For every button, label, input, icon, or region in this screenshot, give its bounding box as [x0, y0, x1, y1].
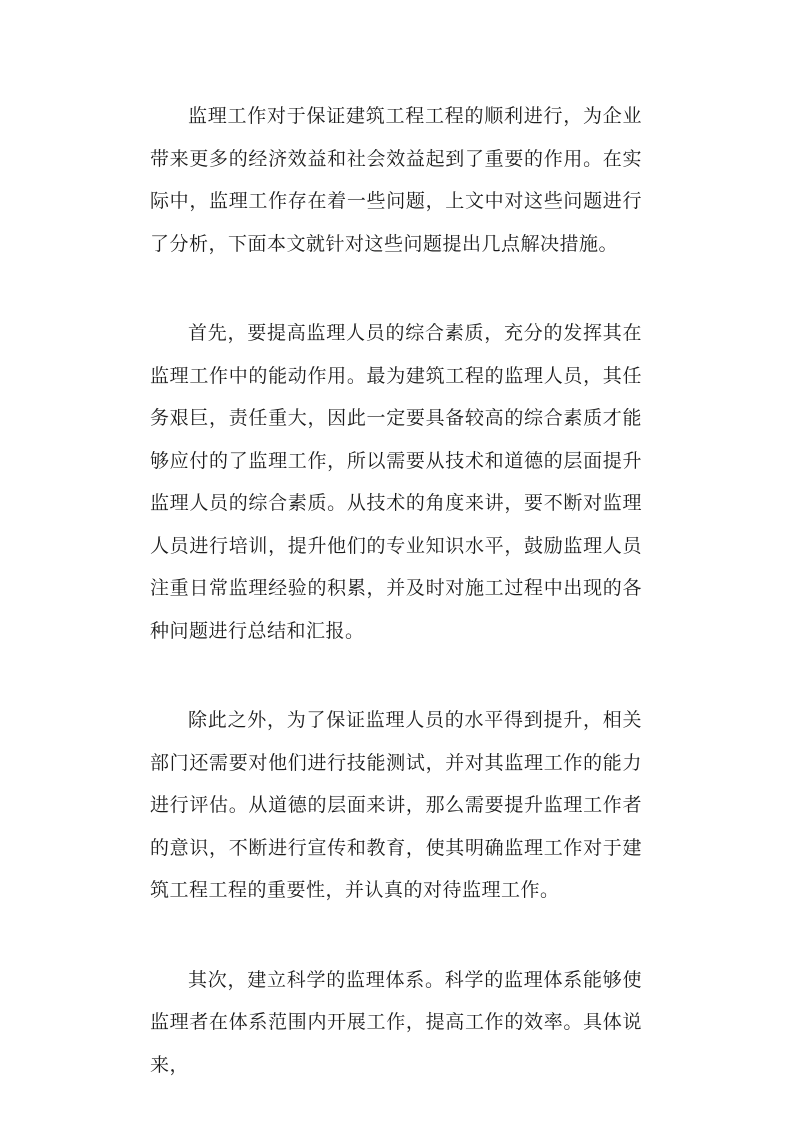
- document-body: [150, 95, 642, 1133]
- paragraph-intro: 监理工作对于保证建筑工程工程的顺利进行，为企业带来更多的经济效益和社会效益起到了重要的作用。在实际中，监理工作存在着一些问题，上文中对这些问题进行了分析，下面本文就针对这些问题提出几点解决措施。: [150, 105, 642, 255]
- paragraph-first-measure: 首先，要提高监理人员的综合素质，充分的发挥其在监理工作中的能动作用。最为建筑工程的监理人员，其任务艰巨，责任重大，因此一定要具备较高的综合素质才能够应付的了监理工作，所以需要从技术和道德的层面提升监理人员的综合素质。从技术的角度来讲，要不断对监理人员进行培训，提升他们的专业知识水平，鼓励监理人员注重日常监理经验的积累，并及时对施工过程中出现的各种问题进行总结和汇报。: [150, 322, 642, 642]
- paragraph-second-measure: 其次，建立科学的监理体系。科学的监理体系能够使监理者在体系范围内开展工作，提高工作的效率。具体说来，: [150, 968, 642, 1076]
- paragraph-additional: 除此之外，为了保证监理人员的水平得到提升，相关部门还需要对他们进行技能测试，并对其监理工作的能力进行评估。从道德的层面来讲，那么需要提升监理工作者的意识，不断进行宣传和教育，使其明确监理工作对于建筑工程工程的重要性，并认真的对待监理工作。: [150, 709, 642, 901]
